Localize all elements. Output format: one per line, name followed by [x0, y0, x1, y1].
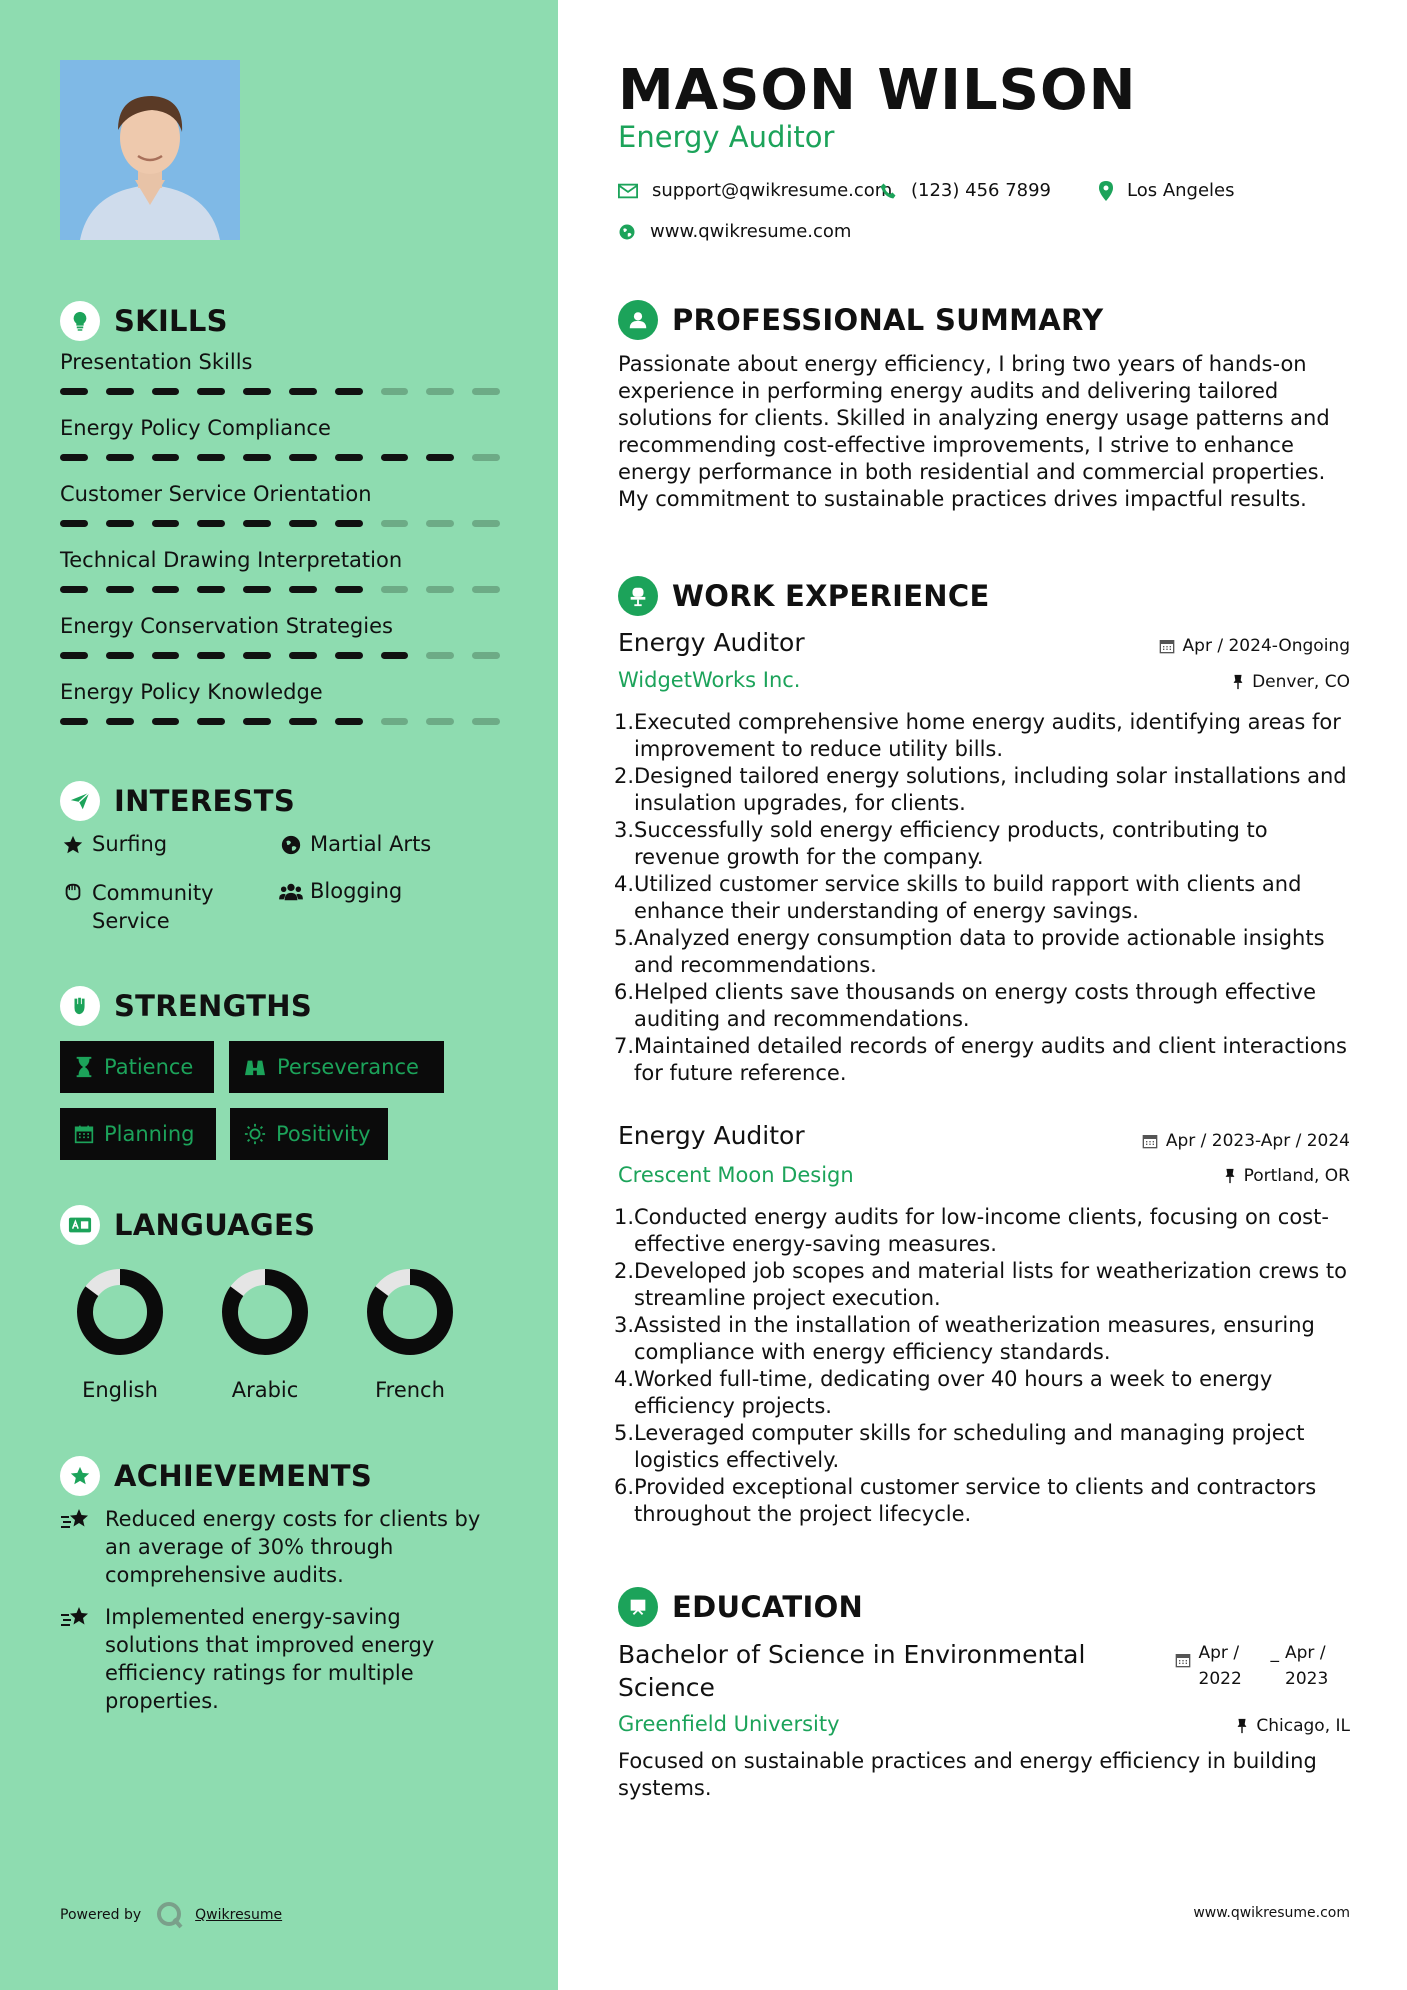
- languages-section-header: [60, 1205, 315, 1245]
- job-location-text: Portland, OR: [1243, 1166, 1350, 1186]
- pushpin-icon: [1236, 1718, 1248, 1734]
- duty-number: 5.: [614, 926, 635, 950]
- interest-label: Blogging: [310, 879, 403, 903]
- duty-text: Worked full-time, dedicating over 40 hours a week to energy efficiency projects.: [634, 1367, 1273, 1418]
- skill-level-dash: [335, 586, 363, 593]
- skill-level-dash: [335, 454, 363, 461]
- skill-name: Customer Service Orientation: [60, 482, 372, 506]
- users-icon: [276, 879, 306, 903]
- job-dates: [1159, 636, 1350, 656]
- job-location: [1232, 672, 1350, 692]
- language-proficiency-donut: [366, 1268, 454, 1356]
- skill-name: Energy Policy Compliance: [60, 416, 331, 440]
- education-section-header: [618, 1587, 863, 1627]
- duty-number: 6.: [614, 1475, 635, 1499]
- skill-level-dash: [152, 586, 180, 593]
- job-dates: [1142, 1131, 1350, 1151]
- interest-item: [58, 879, 258, 935]
- strength-label: Patience: [104, 1055, 194, 1079]
- interests-section-header: [60, 781, 295, 821]
- interest-item: [276, 879, 402, 903]
- briefcase-chair-icon: [618, 576, 658, 616]
- skill-level-dash: [426, 520, 454, 527]
- location-text: Los Angeles: [1127, 180, 1235, 201]
- duty-item: [614, 925, 1358, 979]
- job-dates-text: Apr / 2024-Ongoing: [1182, 636, 1350, 656]
- duty-text: Analyzed energy consumption data to provide actionable insights and recommendations.: [634, 926, 1325, 977]
- duty-number: 6.: [614, 980, 635, 1004]
- sun-icon: [244, 1123, 266, 1145]
- paper-plane-icon: [60, 781, 100, 821]
- achievement-text: Implemented energy-saving solutions that improved energy efficiency ratings for multiple properties.: [105, 1605, 435, 1713]
- achievements-title: ACHIEVEMENTS: [114, 1459, 373, 1493]
- shooting-star-icon: [60, 1505, 105, 1589]
- language-card-icon: [60, 1205, 100, 1245]
- pushpin-icon: [1224, 1168, 1236, 1184]
- summary-title: PROFESSIONAL SUMMARY: [672, 303, 1104, 337]
- skill-level-dash: [426, 586, 454, 593]
- skill-level-dash: [243, 454, 271, 461]
- strength-badge: [60, 1108, 216, 1160]
- skill-level-bar: [60, 388, 500, 395]
- skill-level-dash: [106, 652, 134, 659]
- skill-level-dash: [243, 388, 271, 395]
- skill-level-dash: [60, 718, 88, 725]
- skill-level-dash: [197, 388, 225, 395]
- skill-item: [60, 350, 500, 395]
- skill-name: Energy Policy Knowledge: [60, 680, 323, 704]
- education-start-date: Apr / 2022: [1198, 1643, 1242, 1689]
- fist-icon: [60, 986, 100, 1026]
- summary-text: Passionate about energy efficiency, I bring two years of hands-on experience in performing energy audits and delivering tailored solutions for clients. Skilled in analyzing energy usage patterns and recommending cost-effective improvements, I strive to enhance energy performance in both residential and commercial properties. My commitment to sustainable practices drives impactful results.: [618, 352, 1330, 511]
- skill-level-dash: [289, 454, 317, 461]
- duty-item: [614, 763, 1358, 817]
- skill-level-dash: [197, 718, 225, 725]
- skill-level-dash: [289, 388, 317, 395]
- graduation-icon: [618, 1587, 658, 1627]
- skill-level-dash: [106, 454, 134, 461]
- skill-level-bar: [60, 520, 500, 527]
- skill-level-dash: [152, 520, 180, 527]
- hourglass-icon: [74, 1056, 94, 1078]
- skill-level-dash: [60, 388, 88, 395]
- footer-website[interactable]: www.qwikresume.com: [1193, 1905, 1350, 1921]
- education-location: [1236, 1716, 1350, 1736]
- language-item: [195, 1268, 335, 1402]
- skill-level-dash: [335, 520, 363, 527]
- contact-phone[interactable]: [879, 180, 1051, 201]
- duty-number: 4.: [614, 1367, 635, 1391]
- person-portrait-image: [60, 60, 240, 240]
- contact-website[interactable]: [618, 221, 851, 242]
- duty-text: Conducted energy audits for low-income clients, focusing on cost-effective energy-saving measures.: [634, 1205, 1329, 1256]
- duty-text: Executed comprehensive home energy audits, identifying areas for improvement to reduce utility bills.: [634, 710, 1341, 761]
- skill-level-bar: [60, 652, 500, 659]
- skill-level-dash: [106, 520, 134, 527]
- skill-level-dash: [426, 454, 454, 461]
- education-description: Focused on sustainable practices and energy efficiency in building systems.: [618, 1749, 1317, 1800]
- summary-section-header: [618, 300, 1103, 340]
- strength-label: Perseverance: [277, 1055, 419, 1079]
- duty-number: 3.: [614, 1313, 635, 1337]
- main-column: [558, 0, 1407, 1990]
- skill-level-dash: [243, 718, 271, 725]
- strength-label: Planning: [104, 1122, 195, 1146]
- strength-badge: [229, 1041, 444, 1093]
- candidate-name: MASON WILSON: [618, 58, 1137, 123]
- skill-level-bar: [60, 586, 500, 593]
- lightbulb-icon: [60, 301, 100, 341]
- language-proficiency-donut: [76, 1268, 164, 1356]
- skill-level-dash: [381, 718, 409, 725]
- user-icon: [618, 300, 658, 340]
- skill-level-dash: [197, 520, 225, 527]
- skill-level-dash: [472, 454, 500, 461]
- job-company: WidgetWorks Inc.: [618, 668, 801, 692]
- duty-text: Developed job scopes and material lists for weatherization crews to streamline project execution.: [634, 1259, 1347, 1310]
- skill-level-dash: [106, 718, 134, 725]
- interests-title: INTERESTS: [114, 784, 296, 818]
- skill-level-dash: [426, 388, 454, 395]
- skill-item: [60, 416, 500, 461]
- skill-level-dash: [289, 520, 317, 527]
- job-role: Energy Auditor: [618, 1121, 805, 1150]
- skill-level-dash: [106, 586, 134, 593]
- duty-text: Designed tailored energy solutions, including solar installations and insulation upgrades, for clients.: [634, 764, 1347, 815]
- skill-level-dash: [335, 652, 363, 659]
- sidebar: [0, 0, 558, 1990]
- skills-title: SKILLS: [114, 304, 228, 338]
- duty-item: [614, 1366, 1358, 1420]
- languages-title: LANGUAGES: [114, 1208, 316, 1242]
- interest-item: [276, 832, 431, 856]
- language-name: English: [82, 1378, 158, 1402]
- duty-number: 7.: [614, 1034, 635, 1058]
- language-item: [50, 1268, 190, 1402]
- language-item: [340, 1268, 480, 1402]
- skill-level-dash: [381, 520, 409, 527]
- globe-icon: [276, 832, 306, 856]
- interest-label: Surfing: [92, 832, 168, 856]
- duty-text: Successfully sold energy efficiency products, contributing to revenue growth for the company.: [634, 818, 1268, 869]
- duty-number: 2.: [614, 1259, 635, 1283]
- achievement-text: Reduced energy costs for clients by an average of 30% through comprehensive audits.: [105, 1507, 481, 1587]
- skill-name: Presentation Skills: [60, 350, 253, 374]
- phone-text: (123) 456 7899: [911, 180, 1052, 201]
- skill-level-dash: [335, 388, 363, 395]
- skill-level-dash: [106, 388, 134, 395]
- skill-level-dash: [335, 718, 363, 725]
- hand-icon: [58, 879, 88, 903]
- calendar-icon: [1142, 1133, 1158, 1149]
- email-text: support@qwikresume.com: [652, 180, 893, 201]
- duty-number: 3.: [614, 818, 635, 842]
- duty-text: Utilized customer service skills to build rapport with clients and enhance their understanding of energy savings.: [634, 872, 1302, 923]
- calendar-icon: [1175, 1652, 1191, 1668]
- skill-level-bar: [60, 454, 500, 461]
- skill-level-bar: [60, 718, 500, 725]
- duty-item: [614, 709, 1358, 763]
- date-separator: _: [1270, 1643, 1279, 1663]
- strength-badge: [60, 1041, 214, 1093]
- duty-number: 4.: [614, 872, 635, 896]
- skill-level-dash: [381, 388, 409, 395]
- job-duties-list: [614, 1204, 1358, 1528]
- duty-item: [614, 979, 1358, 1033]
- calendar-icon: [74, 1124, 94, 1144]
- interest-item: [58, 832, 167, 856]
- skill-level-dash: [472, 586, 500, 593]
- skill-level-dash: [197, 652, 225, 659]
- skill-level-dash: [197, 586, 225, 593]
- skill-item: [60, 680, 500, 725]
- education-end-date: Apr / 2023: [1285, 1643, 1329, 1689]
- skill-level-dash: [289, 718, 317, 725]
- map-pin-icon: [1099, 181, 1113, 201]
- job-role: Energy Auditor: [618, 628, 805, 657]
- candidate-job-title: Energy Auditor: [618, 120, 835, 154]
- skill-level-dash: [381, 454, 409, 461]
- duty-text: Provided exceptional customer service to clients and contractors throughout the project lifecycle.: [634, 1475, 1317, 1526]
- skill-level-dash: [426, 718, 454, 725]
- duty-number: 1.: [614, 710, 635, 734]
- strength-label: Positivity: [276, 1122, 371, 1146]
- duty-text: Leveraged computer skills for scheduling and managing project logistics effectively.: [634, 1421, 1305, 1472]
- calendar-icon: [1159, 638, 1175, 654]
- skill-item: [60, 482, 500, 527]
- powered-by-label: Powered by: [60, 1907, 142, 1923]
- job-duties-list: [614, 709, 1358, 1087]
- duty-item: [614, 1474, 1358, 1528]
- achievements-section-header: [60, 1456, 372, 1496]
- shooting-star-icon: [60, 1603, 105, 1715]
- skill-level-dash: [152, 388, 180, 395]
- phone-icon: [879, 182, 897, 200]
- job-company: Crescent Moon Design: [618, 1163, 854, 1187]
- powered-by-footer: [60, 1900, 282, 1930]
- contact-location: [1099, 180, 1235, 201]
- skill-level-dash: [60, 454, 88, 461]
- skill-level-dash: [243, 586, 271, 593]
- duty-item: [614, 871, 1358, 925]
- achievement-item: [60, 1505, 490, 1589]
- skill-level-dash: [289, 652, 317, 659]
- skill-name: Energy Conservation Strategies: [60, 614, 393, 638]
- strengths-section-header: [60, 986, 312, 1026]
- skill-level-dash: [152, 454, 180, 461]
- qwikresume-logo-icon: [155, 1900, 185, 1930]
- duty-number: 1.: [614, 1205, 635, 1229]
- qwikresume-link[interactable]: Qwikresume: [195, 1907, 283, 1923]
- duty-item: [614, 1258, 1358, 1312]
- skill-level-dash: [152, 652, 180, 659]
- duty-text: Maintained detailed records of energy audits and client interactions for future reference.: [634, 1034, 1347, 1085]
- pushpin-icon: [1232, 674, 1244, 690]
- star-icon: [58, 832, 88, 856]
- skill-level-dash: [472, 520, 500, 527]
- duty-item: [614, 1420, 1358, 1474]
- skill-level-dash: [472, 652, 500, 659]
- achievement-item: [60, 1603, 490, 1715]
- strength-badge: [230, 1108, 388, 1160]
- job-dates-text: Apr / 2023-Apr / 2024: [1165, 1131, 1350, 1151]
- duty-item: [614, 1033, 1358, 1087]
- contact-email[interactable]: [618, 180, 892, 201]
- job-location: [1224, 1166, 1350, 1186]
- skill-level-dash: [152, 718, 180, 725]
- language-proficiency-donut: [221, 1268, 309, 1356]
- award-star-icon: [60, 1456, 100, 1496]
- duty-text: Assisted in the installation of weatherization measures, ensuring compliance with energy efficiency standards.: [634, 1313, 1315, 1364]
- skill-level-dash: [381, 652, 409, 659]
- skill-level-dash: [381, 586, 409, 593]
- experience-title: WORK EXPERIENCE: [672, 579, 990, 613]
- degree-title: Bachelor of Science in Environmental Science: [618, 1640, 1086, 1702]
- education-title: EDUCATION: [672, 1590, 864, 1624]
- language-name: French: [375, 1378, 445, 1402]
- duty-item: [614, 1204, 1358, 1258]
- skill-item: [60, 614, 500, 659]
- education-location-text: Chicago, IL: [1256, 1716, 1350, 1736]
- skill-level-dash: [60, 586, 88, 593]
- skill-name: Technical Drawing Interpretation: [60, 548, 403, 572]
- website-text: www.qwikresume.com: [650, 221, 852, 242]
- skill-level-dash: [243, 652, 271, 659]
- globe-icon: [618, 223, 636, 241]
- language-name: Arabic: [231, 1378, 299, 1402]
- duty-number: 2.: [614, 764, 635, 788]
- duty-number: 5.: [614, 1421, 635, 1445]
- envelope-icon: [618, 183, 638, 199]
- job-location-text: Denver, CO: [1252, 672, 1350, 692]
- duty-item: [614, 817, 1358, 871]
- duty-item: [614, 1312, 1358, 1366]
- skill-level-dash: [60, 520, 88, 527]
- strengths-title: STRENGTHS: [114, 989, 313, 1023]
- interest-label: Community Service: [92, 881, 214, 933]
- skill-level-dash: [60, 652, 88, 659]
- skill-level-dash: [472, 388, 500, 395]
- skills-section-header: [60, 301, 228, 341]
- education-dates: [1175, 1640, 1338, 1692]
- profile-photo: [60, 60, 240, 240]
- experience-section-header: [618, 576, 990, 616]
- skill-level-dash: [426, 652, 454, 659]
- interest-label: Martial Arts: [310, 832, 432, 856]
- school-name: Greenfield University: [618, 1712, 840, 1736]
- skill-level-dash: [197, 454, 225, 461]
- duty-text: Helped clients save thousands on energy costs through effective auditing and recommendations.: [634, 980, 1317, 1031]
- skill-level-dash: [289, 586, 317, 593]
- skill-item: [60, 548, 500, 593]
- binoculars-icon: [243, 1057, 267, 1077]
- skill-level-dash: [472, 718, 500, 725]
- skill-level-dash: [243, 520, 271, 527]
